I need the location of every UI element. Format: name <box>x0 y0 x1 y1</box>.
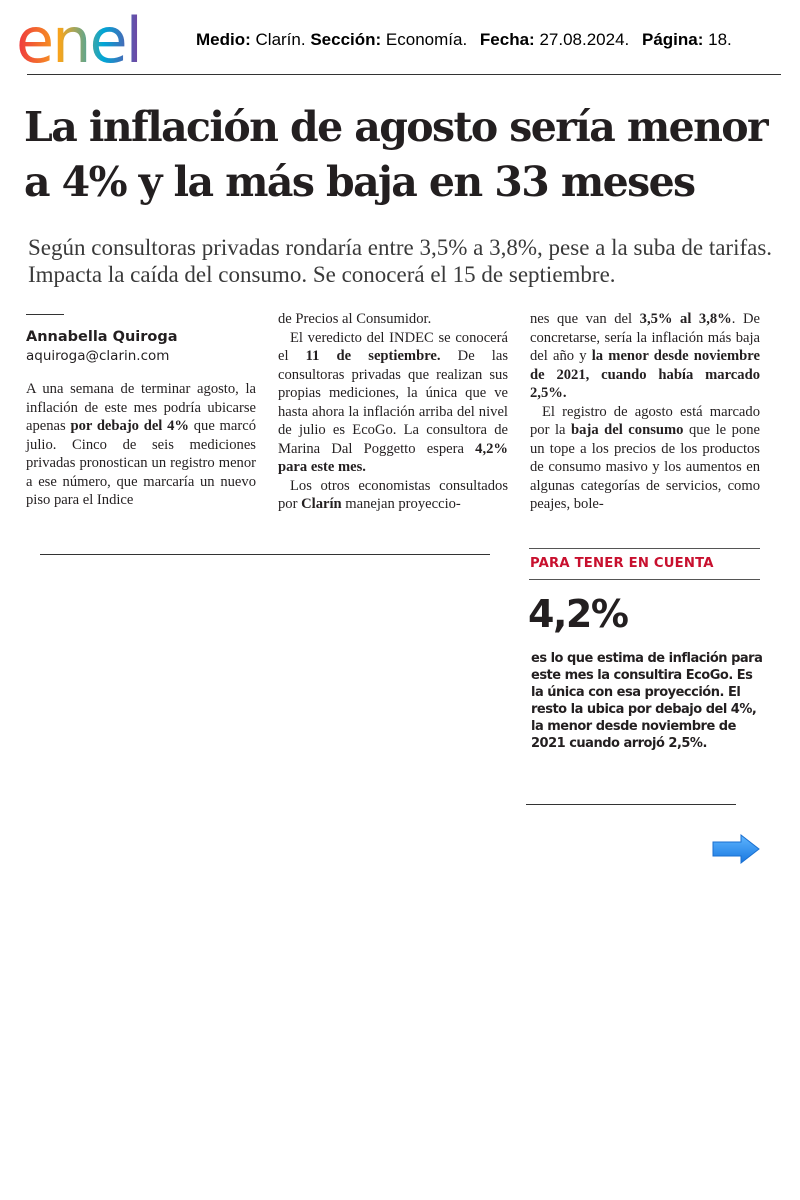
article-column-1 <box>26 310 256 510</box>
seccion-value: Economía. <box>385 30 468 49</box>
headline <box>24 100 784 210</box>
medio-value: Clarín. <box>255 30 306 49</box>
enel-logo <box>14 6 179 70</box>
col3-paragraph-2: El registro de agosto está marcado por la baja del consumo que le pone un tope a los precios de los productos de consumo masivo y los aumentos en algunas categorías de servicios, como peajes, bole- <box>530 403 760 512</box>
sidebar-box-bottom-rule <box>526 804 736 805</box>
col2-paragraph-2: El veredicto del INDEC se conocerá el 11 de septiembre. De las consultoras privadas que realizan sus propias mediciones, la única que ve hasta ahora la inflación arriba del nivel de julio es EcoGo. La consultora de Marina Dal Poggetto espera 4,2% para este mes. <box>278 329 508 475</box>
pagina-value: 18. <box>708 30 732 49</box>
enel-logo-text: enel <box>16 6 141 70</box>
article-column-3 <box>530 310 760 514</box>
headline-line-2: a 4% y la más baja en 33 meses <box>24 158 695 206</box>
sidebar-box-label-rule <box>529 579 760 580</box>
col2-paragraph-1: de Precios al Consumidor. <box>278 311 432 327</box>
subheadline: Según consultoras privadas rondaría entre 3,5% a 3,8%, pese a la suba de tarifas. Impacta la caída del consumo. Se conocerá el 15 de septiembre. <box>28 235 773 287</box>
pagina-label: Página: <box>642 30 704 49</box>
right-arrow-icon[interactable] <box>711 833 761 865</box>
sidebar-box-label: PARA TENER EN CUENTA <box>530 556 714 571</box>
header-divider <box>27 74 781 75</box>
byline-divider <box>26 314 64 315</box>
author-email: aquiroga@clarin.com <box>26 348 170 364</box>
seccion-label: Sección: <box>310 30 382 49</box>
article-column-2 <box>278 310 508 514</box>
sidebar-box-text: es lo que estima de inflación para este mes la consultira EcoGo. Es la única con esa proyección. El resto la ubica por debajo del 4%, la menor desde noviembre de 2021 cuando arrojó 2,5%. <box>531 651 763 751</box>
sidebar-box-number: 4,2% <box>528 592 628 636</box>
article-end-divider <box>40 554 490 555</box>
col2-paragraph-3: Los otros economistas consultados por Clarín manejan proyeccio- <box>278 477 508 512</box>
col1-paragraph: A una semana de terminar agosto, la inflación de este mes podría ubicarse apenas por debajo del 4% que marcó julio. Cinco de seis mediciones privadas pronostican un registro menor a ese número, que marcaría un nuevo piso para el Indice <box>26 381 257 508</box>
fecha-value: 27.08.2024. <box>539 30 630 49</box>
col3-paragraph-1: nes que van del 3,5% al 3,8%. De concretarse, sería la inflación más baja del año y la menor desde noviembre de 2021, cuando había marcado 2,5%. <box>530 311 760 401</box>
medio-label: Medio: <box>196 30 251 49</box>
sidebar-box-top-rule <box>529 548 760 549</box>
author-name: Annabella Quiroga <box>26 329 178 345</box>
headline-line-1: La inflación de agosto sería menor <box>24 103 768 151</box>
document-meta <box>196 30 732 50</box>
fecha-label: Fecha: <box>479 30 535 49</box>
